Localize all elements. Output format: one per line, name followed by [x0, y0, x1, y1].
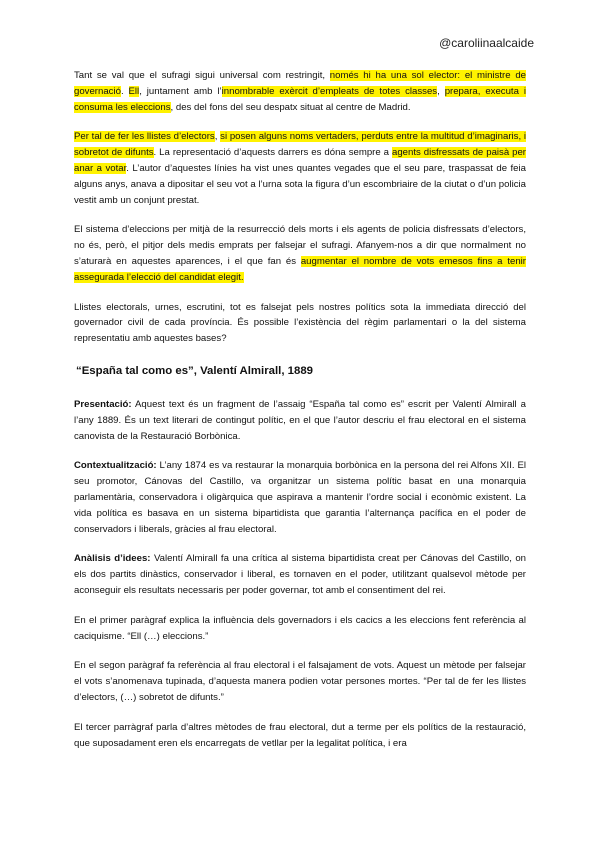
highlighted-text: innombrable exèrcit d’empleats de totes classes	[221, 85, 438, 97]
commentary-paragraph	[74, 658, 526, 705]
text-run: Valentí Almirall fa una crítica al sistema bipartidista creat per Cánovas del Castillo, on els dos partits dinàstics, conservador i liberal, es tornaven en el poder, utilitzant qualsevol mètode per aconseguir els resultats necessaris per poder governar, tot amb el consentiment del rei.	[74, 553, 526, 596]
highlighted-text: Ell	[128, 85, 140, 97]
section-heading: “España tal como es”, Valentí Almirall, 1889	[76, 364, 313, 377]
commentary-paragraph	[74, 613, 526, 645]
text-run: .	[120, 85, 129, 97]
text-run: , des del fons del seu despatx situat al centre de Madrid.	[170, 101, 411, 113]
text-run: Llistes electorals, urnes, escrutini, tot es falsejat pels nostres polítics sota la immediata direcció del governador civil de cada província. És possible l’existència del règim parlamentari o la del sistema representatiu amb aquestes bases?	[74, 301, 526, 345]
highlighted-text: si posen alguns noms vertaders, perduts entre la multitud d’imaginaris, i sobretot de difunts	[74, 131, 526, 159]
quoted-text	[74, 68, 526, 347]
commentary-paragraph	[74, 720, 526, 752]
text-run: Aquest text és un fragment de l’assaig “España tal como es” escrit per Valentí Almirall a l’any 1889. És un text literari de contingut polític, en el que l’autor descriu el frau electoral en el sistema canovista de la Restauració Borbònica.	[74, 398, 526, 442]
text-run: El tercer parràgraf parla d’altres mètodes de frau electoral, dut a terme per els polítics de la restauració, que suposadament eren els encarregats de vetllar per la legalitat política, i era	[74, 721, 526, 749]
text-run: . L’autor d’aquestes línies ha vist unes quantes vegades que el seu pare, traspassat de feia alguns anys, anava a dipositar el seu vot a l’urna sota la figura d’un escombriaire de la ciutat o d’un policia vestit amb un conjunt prestat.	[74, 162, 526, 206]
text-run: , juntament amb l’	[139, 85, 222, 97]
highlighted-text: Per tal de fer les llistes d’electors	[74, 131, 215, 143]
text-run: Tant se val que el sufragi sigui universal com restringit,	[74, 70, 330, 81]
highlighted-text: agents disfressats de paisà per anar a votar	[74, 147, 527, 174]
highlighted-text: augmentar el nombre de vots emesos fins a tenir assegurada l’elecció del candidat elegit.	[74, 255, 526, 283]
highlighted-text: prepara, executa i consuma les eleccions	[74, 85, 526, 113]
commentary-paragraph	[74, 551, 526, 598]
text-run: . La representació d’aquests darrers es dóna sempre a	[153, 147, 392, 159]
text-run: En el primer paràgraf explica la influència dels governadors i els cacics a les eleccions fent referència al caciquisme. “Ell (…) eleccions.”	[74, 614, 526, 642]
document-body	[74, 68, 526, 765]
quote-paragraph	[74, 222, 526, 285]
bold-label: Contextualització:	[74, 460, 157, 472]
text-run: El sistema d’eleccions per mitjà de la resurrecció dels morts i els agents de policia disfressats d’electors, no és, però, el pitjor dels medis emprats per falsejar el sufragi. Afanyem-nos a dir que normalment no s’aturarà en aquestes aparences, i el que fan és	[74, 224, 526, 267]
commentary-paragraph	[74, 458, 526, 537]
highlighted-text: només hi ha una sol elector: el ministre de governació	[74, 70, 526, 97]
quote-paragraph	[74, 300, 526, 347]
text-run: ,	[214, 131, 221, 143]
text-run: ,	[437, 85, 445, 97]
quote-paragraph	[74, 68, 526, 115]
quote-paragraph	[74, 129, 526, 208]
commentary-paragraph	[74, 397, 526, 444]
bold-label: Anàlisis d’idees:	[74, 553, 151, 565]
author-handle: @caroliinaalcaide	[439, 36, 534, 50]
text-run: L’any 1874 es va restaurar la monarquia borbònica en la persona del rei Alfons XII. El seu promotor, Cánovas del Castillo, va organitzar un sistema polític basat en una monarquia parlamentària, conservadora i oligàrquica que aspirava a mantenir l’ordre social i econòmic existent. La vida política es basava en un sistema bipartidista que garantia l’alternança pacífica en el poder de conservadors i liberals, gràcies al frau electoral.	[74, 460, 526, 535]
commentary	[74, 397, 526, 751]
bold-label: Presentació:	[74, 398, 132, 410]
text-run: En el segon paràgraf fa referència al frau electoral i el falsajament de vots. Aquest un mètode per falsejar el vots s’anomenava tupinada, d’aquesta manera podien votar persones mortes. “Per tal de fer les llistes d’electors, (…) sobretot de difunts.”	[74, 660, 526, 703]
